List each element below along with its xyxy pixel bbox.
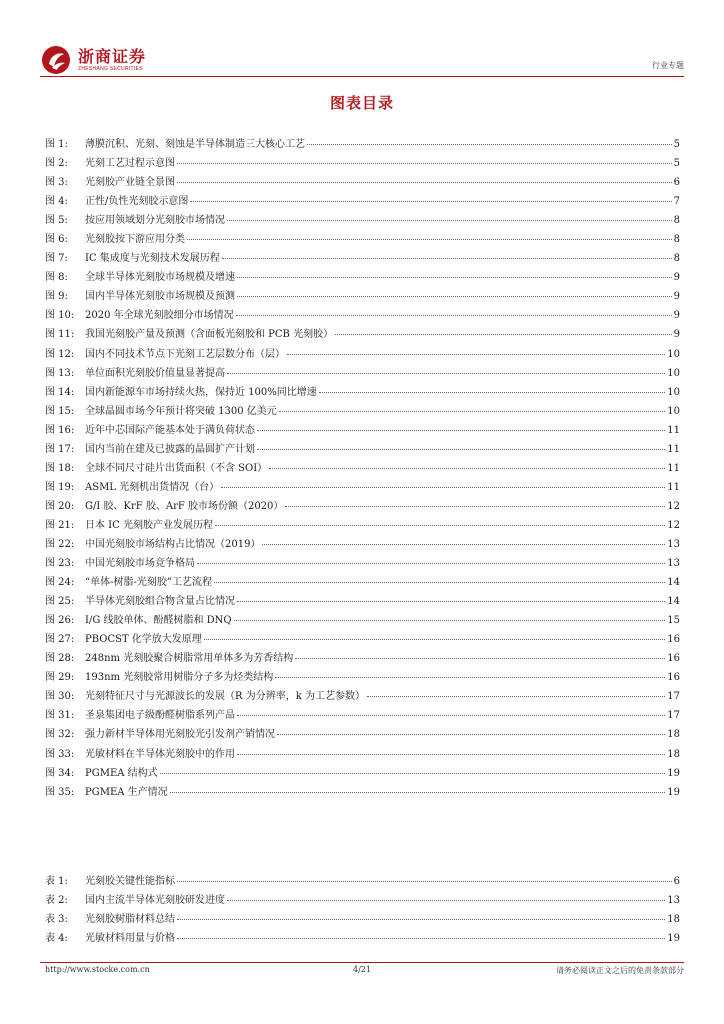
figure-entry-title: IC 集成度与光刻技术发展历程 [85,253,220,265]
table-entry-label: 表 4: [45,933,68,945]
figure-entry-title: I/G 线胶单体、酚醛树脂和 DNQ [85,615,232,627]
figure-entry-leader [215,525,665,526]
figure-entry[interactable] [45,211,680,230]
figure-entry-page: 15 [667,615,680,627]
figure-entry-leader [197,563,665,564]
figure-entry-label: 图 3: [45,177,68,189]
figure-entry-page: 12 [667,500,680,512]
figure-entry-title: 全球晶圆市场今年预计将突破 1300 亿美元 [85,405,277,417]
figure-entry[interactable] [45,497,680,516]
table-entry[interactable] [45,891,680,910]
table-entry-page: 18 [667,914,680,926]
figure-entry-page: 16 [667,653,680,665]
figure-entry-page: 18 [667,748,680,760]
figure-entry[interactable] [45,764,680,783]
figure-entry-page: 14 [667,577,680,589]
figure-entry-label: 图 29: [45,672,75,684]
figure-entry[interactable] [45,611,680,630]
figure-entry-title: 国内新能源车市场持续火热，保持近 100%同比增速 [85,386,317,398]
figure-entry-title: “单体-树脂-光刻胶”工艺流程 [85,577,212,589]
figure-entry-leader [227,220,672,221]
figure-entry-title: 248nm 光刻胶聚合树脂常用单体多为芳香结构 [85,653,294,665]
figure-entry-title: 薄膜沉积、光刻、刻蚀是半导体制造三大核心工艺 [85,139,305,150]
figure-entry-page: 19 [667,786,680,798]
figure-entry-label: 图 30: [45,691,75,703]
figure-entry-label: 图 18: [45,462,75,474]
figure-entry-leader [160,773,666,774]
figure-entry[interactable] [45,725,680,744]
figure-entry[interactable] [45,706,680,725]
figure-entry-label: 图 22: [45,538,75,550]
figure-entry-label: 图 9: [45,291,68,303]
figure-entry-page: 7 [673,196,680,208]
figure-entry-leader [227,373,665,374]
figure-entry-leader [237,296,672,297]
figure-entry[interactable] [45,783,680,802]
table-list [45,872,680,948]
figure-entry-title: ASML 光刻机出货情况（台） [85,481,220,493]
figure-entry-page: 12 [667,519,680,531]
figure-entry-leader [214,582,665,583]
figure-entry-page: 11 [667,481,680,493]
figure-entry-leader [204,639,665,640]
figure-entry-label: 图 11: [45,329,75,341]
figure-entry-label: 图 19: [45,481,75,493]
figure-entry-page: 14 [667,596,680,608]
figure-entry-title: 近年中芯国际产能基本处于满负荷状态 [85,424,255,436]
figure-entry[interactable] [45,192,680,211]
figure-entry-page: 10 [667,348,680,360]
figure-entry-label: 图 31: [45,710,75,722]
figure-entry-title: 圣泉集团电子级酚醛树脂系列产品 [85,710,235,722]
figure-entry[interactable] [45,345,680,364]
figure-entry-label: 图 6: [45,234,68,246]
figure-entry-leader [221,487,665,488]
figure-list [45,135,680,802]
figure-entry-leader [236,315,672,316]
figure-entry-page: 5 [673,158,680,170]
figure-entry-title: 正性/负性光刻胶示意图 [85,196,189,208]
page-header [40,40,684,80]
figure-entry-leader [287,354,665,355]
brand-name-en: ZHESHANG SECURITIES [78,66,143,72]
figure-entry-title: 全球不同尺寸硅片出货面积（不含 SOI） [85,462,268,474]
figure-entry-page: 10 [667,386,680,398]
footer-divider [40,962,684,963]
figure-entry-leader [187,239,672,240]
figure-entry-page: 9 [673,310,680,322]
figure-entry[interactable] [45,687,680,706]
figure-entry[interactable] [45,364,680,383]
table-entry-leader [177,919,665,920]
figure-entry[interactable] [45,745,680,764]
figure-entry-label: 图 15: [45,405,75,417]
figure-entry-page: 9 [673,291,680,303]
table-entry-page: 19 [667,933,680,945]
figure-entry-title: 我国光刻胶产量及预测（含面板光刻胶和 PCB 光刻胶） [85,329,334,341]
figure-entry-label: 图 16: [45,424,75,436]
page-number: 4/21 [353,965,371,974]
figure-entry[interactable] [45,421,680,440]
figure-entry[interactable] [45,630,680,649]
figure-entry-title: 光刻胶产业链全景图 [85,177,175,189]
figure-entry-leader [335,334,672,335]
figure-entry-label: 图 17: [45,443,75,455]
figure-entry-title: 2020 年全球光刻胶细分市场情况 [85,310,234,322]
figure-entry-leader [257,449,665,450]
figure-entry-title: 193nm 光刻胶常用树脂分子多为烃类结构 [85,672,274,684]
figure-entry-page: 10 [667,405,680,417]
figure-entry-title: 半导体光刻胶组合物含量占比情况 [85,596,235,608]
figure-entry[interactable] [45,287,680,306]
figure-entry-leader [277,734,665,735]
figure-entry-label: 图 12: [45,348,75,360]
figure-entry-label: 图 14: [45,386,75,398]
figure-entry-title: 单位面积光刻胶价值量显著提高 [85,367,225,379]
figure-entry[interactable] [45,383,680,402]
figure-entry-label: 图 28: [45,653,75,665]
figure-entry-title: 全球半导体光刻胶市场规模及增速 [85,272,235,284]
figure-entry-leader [170,792,666,793]
brand-name-cn: 浙商证券 [78,47,147,66]
figure-entry-leader [237,601,665,602]
footer-disclaimer: 请务必阅读正文之后的免责条款部分 [556,966,684,975]
figure-entry-label: 图 10: [45,310,75,322]
figure-entry-label: 图 33: [45,748,75,760]
figure-entry-leader [367,696,665,697]
figure-entry-page: 17 [667,691,680,703]
figure-entry-page: 11 [667,462,680,474]
figure-entry-title: 中国光刻胶市场竞争格局 [85,558,195,570]
figure-entry-label: 图 35: [45,786,75,798]
table-entry[interactable] [45,872,680,891]
figure-entry-page: 9 [673,272,680,284]
figure-entry-label: 图 7: [45,253,68,265]
page-title: 图表目录 [329,94,394,112]
figure-entry[interactable] [45,306,680,325]
figure-entry[interactable] [45,516,680,535]
figure-entry-leader [237,277,672,278]
figure-entry-leader [319,392,665,393]
figure-entry[interactable] [45,554,680,573]
figure-entry-page: 16 [667,672,680,684]
figure-entry-title: PGMEA 生产情况 [85,786,168,798]
figure-entry-title: 强力新材半导体用光刻胶光引发剂产销情况 [85,729,275,741]
table-entry-label: 表 3: [45,914,68,926]
figure-entry-label: 图 23: [45,558,75,570]
figure-entry[interactable] [45,649,680,668]
figure-entry-leader [177,163,672,164]
figure-entry-page: 11 [667,443,680,455]
figure-entry-leader [295,658,665,659]
figure-entry-label: 图 21: [45,519,75,531]
figure-entry-title: PGMEA 结构式 [85,767,158,779]
table-entry[interactable] [45,929,680,948]
figure-entry[interactable] [45,573,680,592]
table-entry-label: 表 2: [45,895,68,907]
figure-entry-page: 8 [673,253,680,265]
figure-entry-leader [257,430,665,431]
figure-entry-title: 中国光刻胶市场结构占比情况（2019） [85,538,261,550]
figure-entry-title: 光敏材料在半导体光刻胶中的作用 [85,748,235,760]
figure-entry[interactable] [45,668,680,687]
figure-entry-page: 10 [667,367,680,379]
figure-entry-leader [307,144,672,145]
figure-entry[interactable] [45,535,680,554]
figure-entry[interactable] [45,173,680,192]
figure-entry-page: 17 [667,710,680,722]
figure-entry-leader [237,715,665,716]
figure-entry-page: 9 [673,329,680,341]
figure-entry-leader [190,201,671,202]
brand-logo [40,40,146,80]
table-entry-title: 国内主流半导体光刻胶研发进度 [85,895,225,907]
figure-entry-page: 8 [673,234,680,246]
figure-entry-page: 13 [667,538,680,550]
figure-entry-label: 图 20: [45,500,75,512]
table-entry[interactable] [45,910,680,929]
figure-entry-label: 图 1: [45,139,68,150]
table-entry-title: 光刻胶树脂材料总结 [85,914,175,926]
figure-entry[interactable] [45,249,680,268]
figure-entry-page: 11 [667,424,680,436]
figure-entry-title: PBOCST 化学放大发原理 [85,634,202,646]
figure-entry-label: 图 27: [45,634,75,646]
table-entry-leader [227,900,665,901]
figure-entry[interactable] [45,154,680,173]
figure-entry-label: 图 13: [45,367,75,379]
figure-entry[interactable] [45,268,680,287]
figure-entry-leader [285,506,665,507]
figure-entry[interactable] [45,135,680,154]
table-entry-page: 6 [673,876,680,887]
brand-logo-icon [40,44,72,76]
figure-entry-label: 图 4: [45,196,68,208]
figure-entry[interactable] [45,402,680,421]
figure-entry-title: 日本 IC 光刻胶产业发展历程 [85,519,213,531]
figure-entry-page: 13 [667,558,680,570]
table-entry-label: 表 1: [45,876,68,887]
figure-entry-label: 图 25: [45,596,75,608]
table-entry-title: 光敏材料用量与价格 [85,933,175,945]
figure-entry-page: 6 [673,177,680,189]
figure-entry-page: 5 [673,139,680,150]
header-divider [40,76,684,77]
figure-entry[interactable] [45,459,680,478]
table-entry-leader [177,881,672,882]
figure-entry-page: 16 [667,634,680,646]
figure-entry-label: 图 5: [45,215,68,227]
figure-entry-leader [275,677,665,678]
figure-entry-title: 光刻工艺过程示意图 [85,158,175,170]
figure-entry-label: 图 2: [45,158,68,170]
figure-entry[interactable] [45,478,680,497]
figure-entry-leader [237,754,665,755]
figure-entry-page: 18 [667,729,680,741]
table-entry-page: 13 [667,895,680,907]
figure-entry-title: 光刻胶按下游应用分类 [85,234,185,246]
figure-entry[interactable] [45,440,680,459]
figure-entry[interactable] [45,325,680,344]
report-category: 行业专题 [652,61,684,70]
figure-entry-label: 图 24: [45,577,75,589]
figure-entry-title: 国内当前在建及已披露的晶圆扩产计划 [85,443,255,455]
figure-entry-page: 8 [673,215,680,227]
figure-entry-title: 国内不同技术节点下光刻工艺层数分布（层） [85,348,285,360]
figure-entry-label: 图 8: [45,272,68,284]
figure-entry-leader [279,411,665,412]
figure-entry-label: 图 32: [45,729,75,741]
figure-entry-title: 光刻特征尺寸与光源波长的发展（R 为分辨率，k 为工艺参数） [85,691,365,703]
figure-entry-label: 图 26: [45,615,75,627]
figure-entry-label: 图 34: [45,767,75,779]
figure-entry[interactable] [45,230,680,249]
table-entry-leader [177,938,665,939]
figure-entry[interactable] [45,592,680,611]
figure-entry-page: 19 [667,767,680,779]
figure-entry-title: 国内半导体光刻胶市场规模及预测 [85,291,235,303]
table-entry-title: 光刻胶关键性能指标 [85,876,175,887]
figure-entry-title: G/I 胶、KrF 胶、ArF 胶市场份额（2020） [85,500,284,512]
figure-entry-leader [222,258,672,259]
figure-entry-leader [262,544,665,545]
figure-entry-leader [269,468,665,469]
footer-url[interactable]: http://www.stocke.com.cn [45,965,150,974]
figure-entry-leader [177,182,672,183]
figure-entry-leader [234,620,666,621]
figure-entry-title: 按应用领域划分光刻胶市场情况 [85,215,225,227]
